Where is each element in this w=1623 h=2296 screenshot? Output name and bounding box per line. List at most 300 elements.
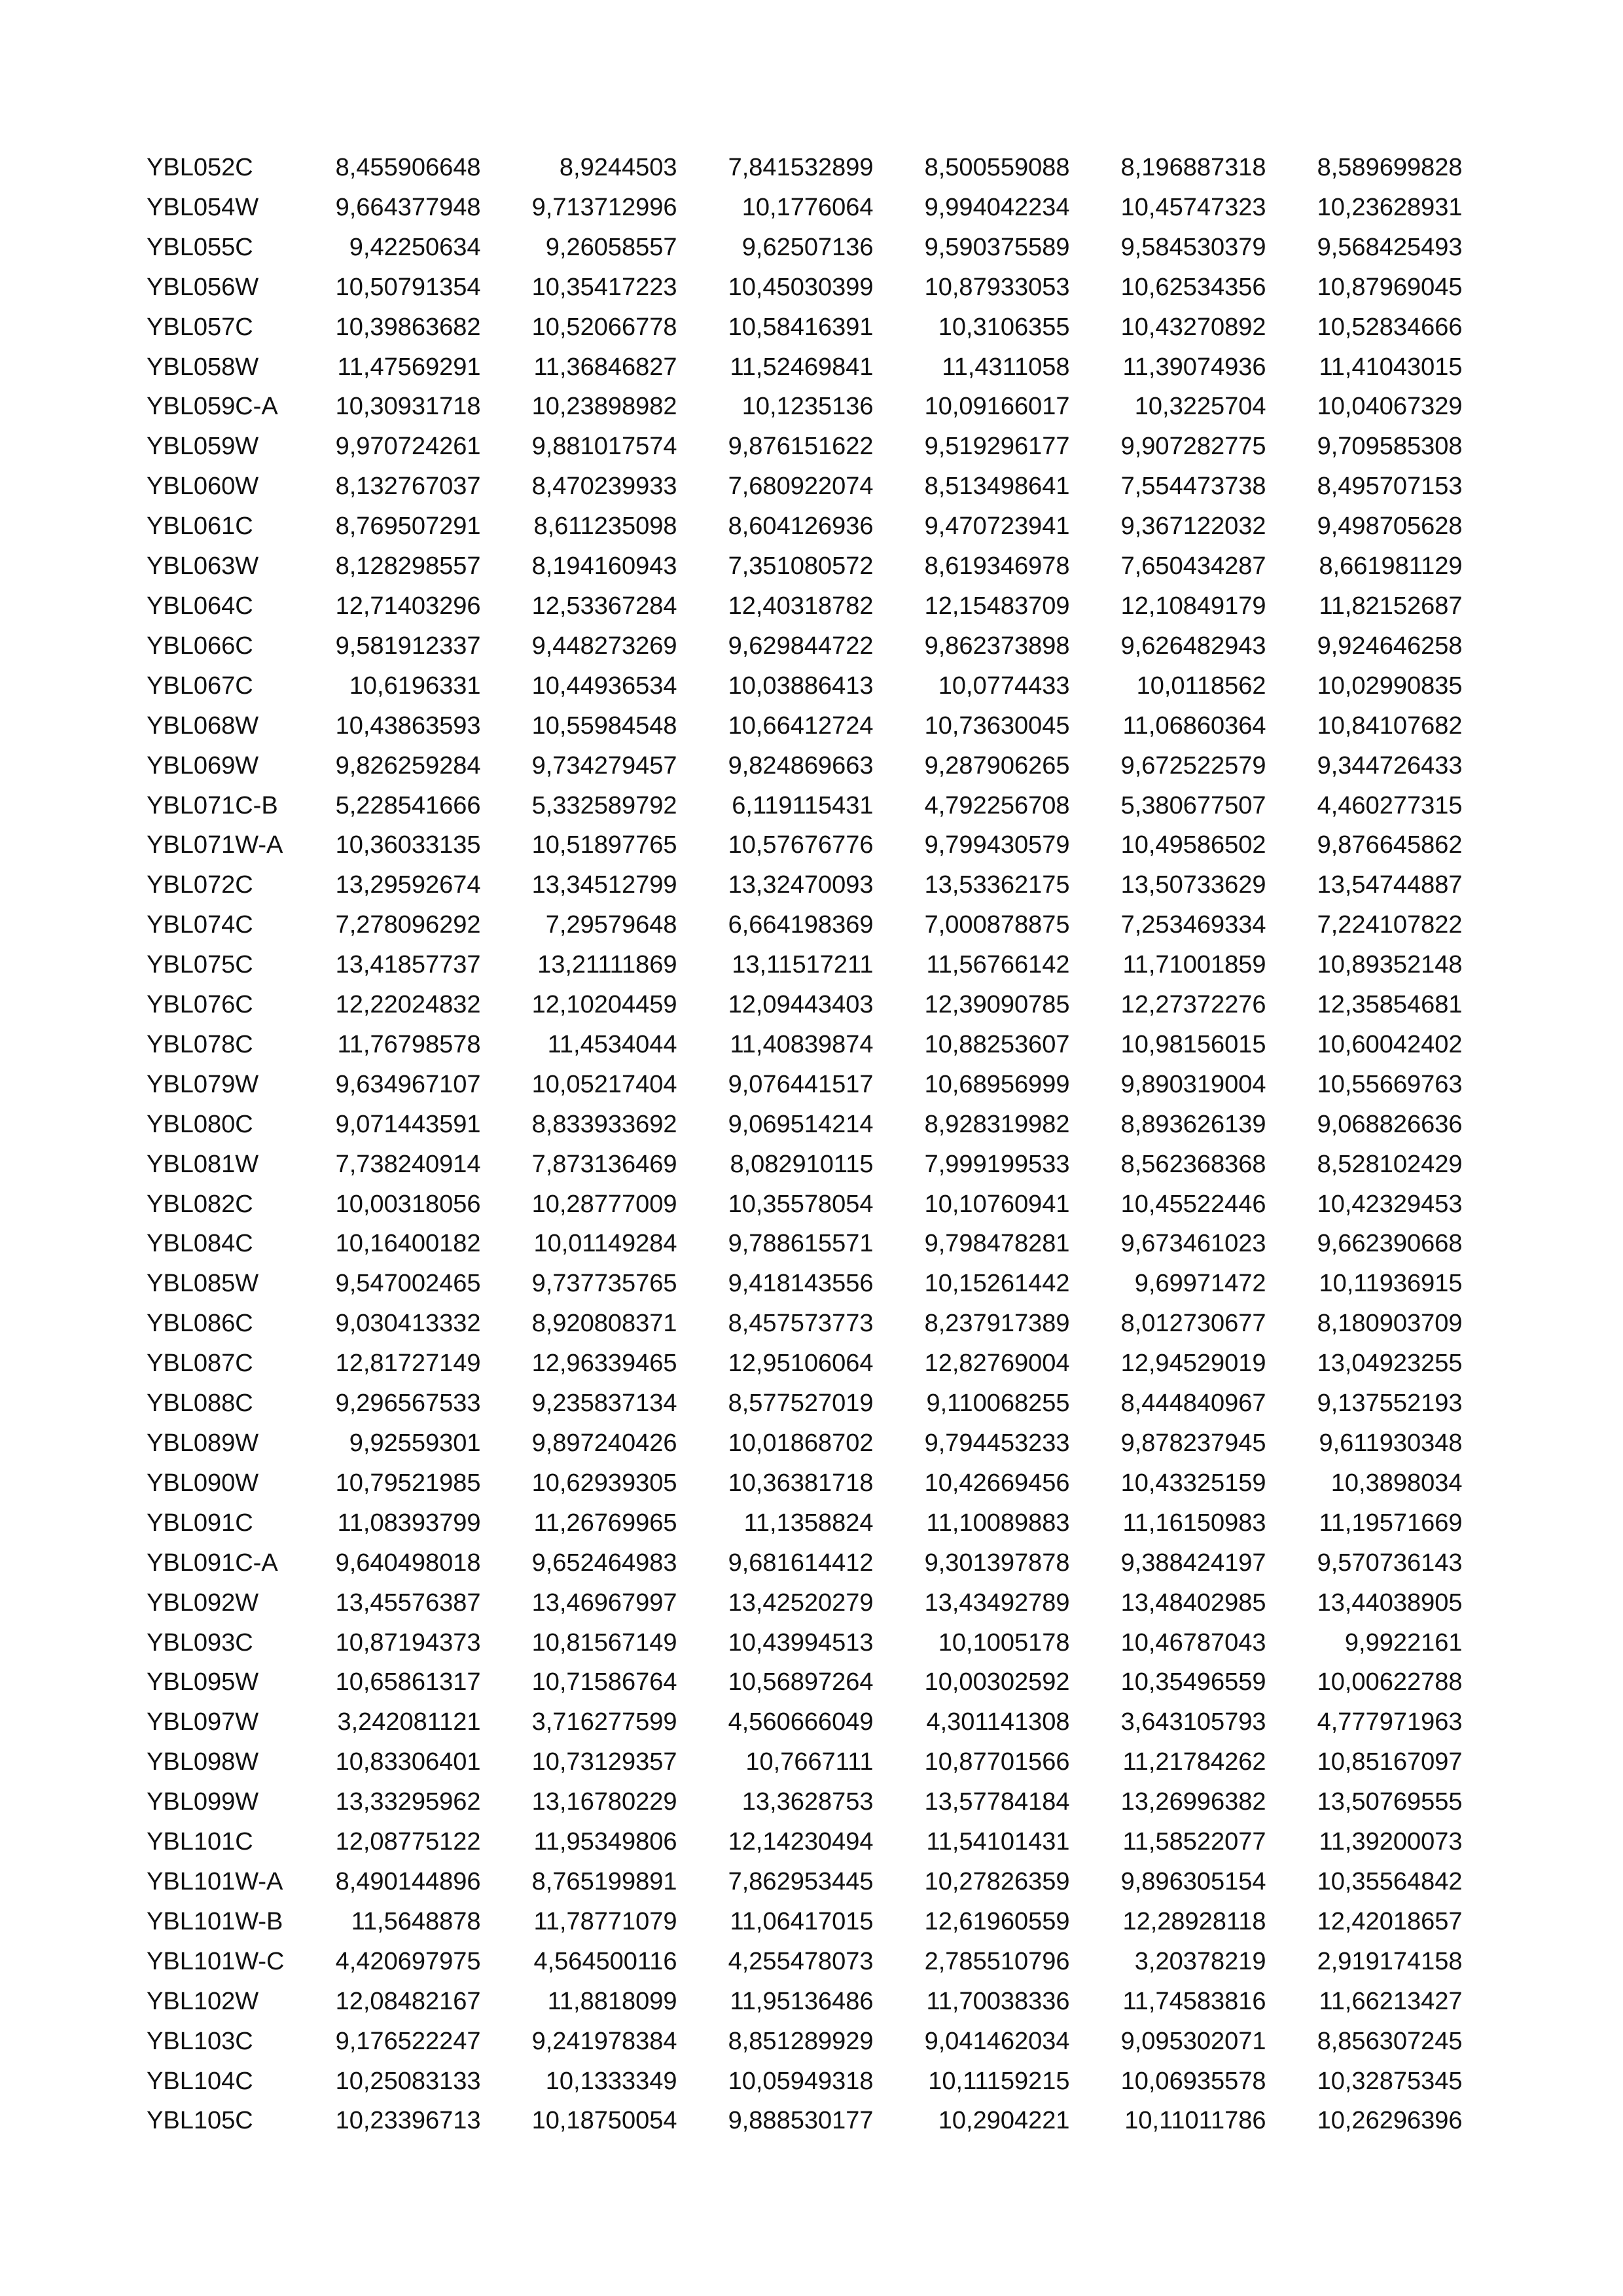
value-cell: 10,50791354 <box>335 273 481 301</box>
value-cell: 11,41043015 <box>1319 353 1463 381</box>
value-cell: 13,42520279 <box>728 1588 874 1617</box>
value-cell: 10,16400182 <box>335 1230 481 1258</box>
value-cell: 11,06417015 <box>730 1907 874 1935</box>
value-cell: 10,23628931 <box>1317 193 1463 221</box>
value-cell: 11,76798578 <box>337 1030 481 1058</box>
table-row <box>147 666 1463 706</box>
table-row <box>147 1503 1463 1543</box>
value-cell: 13,34512799 <box>531 871 677 899</box>
value-cell: 10,71586764 <box>531 1668 677 1696</box>
table-row <box>147 786 1463 826</box>
value-cell: 4,777971963 <box>1317 1708 1463 1736</box>
value-cell: 10,10760941 <box>924 1190 1070 1218</box>
value-cell: 13,32470093 <box>728 871 874 899</box>
value-cell: 9,137552193 <box>1317 1390 1463 1418</box>
value-cell: 10,65861317 <box>335 1668 481 1696</box>
table-row <box>147 1384 1463 1424</box>
table-row <box>147 706 1463 746</box>
value-cell: 9,897240426 <box>531 1429 677 1457</box>
value-cell: 9,876645862 <box>1317 831 1463 859</box>
value-cell: 11,39200073 <box>1319 1828 1463 1856</box>
value-cell: 9,862373898 <box>924 632 1070 660</box>
value-cell: 7,253469334 <box>1120 911 1266 939</box>
table-row <box>147 1264 1463 1304</box>
table-row <box>147 905 1463 945</box>
value-cell: 9,581912337 <box>335 632 481 660</box>
gene-id-cell: YBL098W <box>147 1748 259 1776</box>
value-cell: 9,287906265 <box>924 751 1070 780</box>
value-cell: 10,52834666 <box>1317 313 1463 341</box>
value-cell: 9,662390668 <box>1317 1230 1463 1258</box>
value-cell: 8,490144896 <box>335 1867 481 1895</box>
table-row <box>147 348 1463 387</box>
value-cell: 2,919174158 <box>1317 1947 1463 1975</box>
value-cell: 9,296567533 <box>335 1390 481 1418</box>
value-cell: 12,35854681 <box>1317 991 1463 1019</box>
gene-id-cell: YBL068W <box>147 711 259 740</box>
gene-id-cell: YBL064C <box>147 592 253 620</box>
value-cell: 8,500559088 <box>924 154 1070 181</box>
value-cell: 10,42329453 <box>1317 1190 1463 1218</box>
value-cell: 6,664198369 <box>728 911 874 939</box>
value-cell: 9,176522247 <box>335 2027 481 2055</box>
table-row <box>147 626 1463 666</box>
value-cell: 9,876151622 <box>728 433 874 461</box>
value-cell: 8,457573773 <box>728 1310 874 1338</box>
value-cell: 8,856307245 <box>1317 2027 1463 2055</box>
table-row <box>147 507 1463 547</box>
table-row <box>147 1065 1463 1105</box>
gene-id-cell: YBL101W-B <box>147 1907 283 1935</box>
gene-id-cell: YBL101W-A <box>147 1867 283 1895</box>
gene-id-cell: YBL071W-A <box>147 831 283 859</box>
value-cell: 9,235837134 <box>531 1390 677 1418</box>
value-cell: 9,713712996 <box>531 193 677 221</box>
value-cell: 13,43492789 <box>924 1588 1070 1617</box>
value-cell: 10,55669763 <box>1317 1070 1463 1098</box>
gene-id-cell: YBL076C <box>147 991 253 1019</box>
value-cell: 12,53367284 <box>531 592 677 620</box>
value-cell: 10,00622788 <box>1317 1668 1463 1696</box>
value-cell: 10,81567149 <box>531 1628 677 1657</box>
gene-id-cell: YBL074C <box>147 911 253 939</box>
value-cell: 9,367122032 <box>1120 512 1266 541</box>
value-cell: 9,448273269 <box>531 632 677 660</box>
table-row <box>147 1742 1463 1782</box>
value-cell: 10,85167097 <box>1317 1748 1463 1776</box>
table-row <box>147 268 1463 308</box>
value-cell: 8,920808371 <box>531 1310 677 1338</box>
gene-id-cell: YBL058W <box>147 353 259 381</box>
table-row <box>147 1185 1463 1225</box>
value-cell: 10,28777009 <box>531 1190 677 1218</box>
value-cell: 10,04067329 <box>1317 393 1463 421</box>
value-cell: 13,48402985 <box>1120 1588 1266 1617</box>
value-cell: 9,584530379 <box>1120 233 1266 261</box>
value-cell: 10,88253607 <box>924 1030 1070 1058</box>
table-body <box>147 148 1463 2141</box>
gene-id-cell: YBL103C <box>147 2027 253 2055</box>
value-cell: 9,590375589 <box>924 233 1070 261</box>
value-cell: 11,26769965 <box>533 1509 677 1537</box>
value-cell: 9,611930348 <box>1319 1429 1463 1457</box>
value-cell: 9,794453233 <box>924 1429 1070 1457</box>
value-cell: 11,40839874 <box>730 1030 874 1058</box>
table-row <box>147 467 1463 507</box>
value-cell: 10,3898034 <box>1330 1469 1463 1497</box>
value-cell: 11,4311058 <box>942 353 1070 381</box>
value-cell: 11,16150983 <box>1122 1509 1266 1537</box>
value-cell: 12,10849179 <box>1120 592 1266 620</box>
gene-id-cell: YBL088C <box>147 1390 253 1418</box>
value-cell: 13,50769555 <box>1317 1788 1463 1816</box>
gene-id-cell: YBL101C <box>147 1828 253 1856</box>
table-row <box>147 1902 1463 1942</box>
value-cell: 10,32875345 <box>1317 2067 1463 2095</box>
gene-id-cell: YBL080C <box>147 1110 253 1138</box>
value-cell: 10,68956999 <box>924 1070 1070 1098</box>
value-cell: 10,45747323 <box>1120 193 1266 221</box>
value-cell: 9,788615571 <box>728 1230 874 1258</box>
value-cell: 10,26296396 <box>1317 2107 1463 2135</box>
value-cell: 10,06935578 <box>1120 2067 1266 2095</box>
value-cell: 10,62534356 <box>1120 273 1266 301</box>
gene-id-cell: YBL102W <box>147 1987 259 2015</box>
value-cell: 10,1333349 <box>545 2067 677 2095</box>
table-row <box>147 2022 1463 2062</box>
value-cell: 9,076441517 <box>728 1070 874 1098</box>
value-cell: 9,241978384 <box>531 2027 677 2055</box>
value-cell: 9,568425493 <box>1317 233 1463 261</box>
gene-id-cell: YBL067C <box>147 672 253 700</box>
value-cell: 8,513498641 <box>924 473 1070 501</box>
value-cell: 13,11517211 <box>732 951 874 979</box>
value-cell: 4,255478073 <box>728 1947 874 1975</box>
value-cell: 11,74583816 <box>1122 1987 1266 2015</box>
value-cell: 9,547002465 <box>335 1270 481 1298</box>
value-cell: 9,068826636 <box>1317 1110 1463 1138</box>
value-cell: 10,98156015 <box>1120 1030 1266 1058</box>
gene-id-cell: YBL087C <box>147 1350 253 1378</box>
value-cell: 11,71001859 <box>1122 951 1266 979</box>
value-cell: 12,39090785 <box>924 991 1070 1019</box>
value-cell: 10,27826359 <box>924 1867 1070 1895</box>
value-cell: 8,604126936 <box>728 512 874 541</box>
value-cell: 10,44936534 <box>531 672 677 700</box>
value-cell: 9,388424197 <box>1120 1549 1266 1577</box>
value-cell: 9,110068255 <box>926 1390 1070 1418</box>
value-cell: 9,418143556 <box>728 1270 874 1298</box>
value-cell: 9,26058557 <box>545 233 677 261</box>
value-cell: 5,380677507 <box>1120 791 1266 819</box>
value-cell: 10,3225704 <box>1134 393 1266 421</box>
value-cell: 9,673461023 <box>1120 1230 1266 1258</box>
gene-id-cell: YBL059W <box>147 433 259 461</box>
value-cell: 10,1235136 <box>741 393 874 421</box>
value-cell: 9,629844722 <box>728 632 874 660</box>
value-cell: 9,570736143 <box>1317 1549 1463 1577</box>
value-cell: 10,2904221 <box>938 2107 1070 2135</box>
value-cell: 10,55984548 <box>531 711 677 740</box>
gene-id-cell: YBL055C <box>147 233 253 261</box>
value-cell: 9,62507136 <box>741 233 874 261</box>
value-cell: 12,14230494 <box>728 1828 874 1856</box>
value-cell: 10,05217404 <box>531 1070 677 1098</box>
value-cell: 10,00302592 <box>924 1668 1070 1696</box>
value-cell: 9,824869663 <box>728 751 874 780</box>
value-cell: 12,94529019 <box>1120 1350 1266 1378</box>
value-cell: 10,49586502 <box>1120 831 1266 859</box>
value-cell: 10,46787043 <box>1120 1628 1266 1657</box>
table-row <box>147 228 1463 268</box>
value-cell: 11,95349806 <box>533 1828 677 1856</box>
value-cell: 12,71403296 <box>335 592 481 620</box>
value-cell: 7,29579648 <box>545 911 677 939</box>
value-cell: 7,351080572 <box>728 552 874 581</box>
gene-id-cell: YBL085W <box>147 1270 259 1298</box>
value-cell: 13,16780229 <box>531 1788 677 1816</box>
table-row <box>147 1145 1463 1185</box>
value-cell: 10,05949318 <box>728 2067 874 2095</box>
value-cell: 10,43863593 <box>335 711 481 740</box>
value-cell: 9,095302071 <box>1120 2027 1266 2055</box>
value-cell: 7,738240914 <box>335 1150 481 1178</box>
table-row <box>147 188 1463 228</box>
gene-id-cell: YBL097W <box>147 1708 259 1736</box>
value-cell: 13,50733629 <box>1120 871 1266 899</box>
table-row <box>147 1862 1463 1902</box>
value-cell: 11,52469841 <box>730 353 874 381</box>
value-cell: 11,66213427 <box>1319 1987 1463 2015</box>
value-cell: 8,196887318 <box>1120 154 1266 181</box>
gene-id-cell: YBL105C <box>147 2107 253 2135</box>
value-cell: 2,785510796 <box>924 1947 1070 1975</box>
value-cell: 10,35496559 <box>1120 1668 1266 1696</box>
table-row <box>147 746 1463 786</box>
value-cell: 11,47569291 <box>337 353 481 381</box>
value-cell: 10,11936915 <box>1319 1270 1463 1298</box>
value-cell: 10,03886413 <box>728 672 874 700</box>
gene-id-cell: YBL101W-C <box>147 1947 285 1975</box>
value-cell: 8,661981129 <box>1319 552 1463 581</box>
value-cell: 11,78771079 <box>533 1907 677 1935</box>
value-cell: 10,62939305 <box>531 1469 677 1497</box>
value-cell: 10,66412724 <box>728 711 874 740</box>
gene-id-cell: YBL081W <box>147 1150 259 1178</box>
value-cell: 9,664377948 <box>335 193 481 221</box>
value-cell: 7,000878875 <box>924 911 1070 939</box>
value-cell: 4,301141308 <box>926 1708 1070 1736</box>
value-cell: 8,194160943 <box>531 552 677 581</box>
value-cell: 10,60042402 <box>1317 1030 1463 1058</box>
table-row <box>147 1224 1463 1264</box>
value-cell: 9,672522579 <box>1120 751 1266 780</box>
table-row <box>147 1583 1463 1623</box>
expression-data-table <box>147 148 1463 2141</box>
value-cell: 8,769507291 <box>335 512 481 541</box>
value-cell: 10,00318056 <box>335 1190 481 1218</box>
gene-id-cell: YBL086C <box>147 1310 253 1338</box>
value-cell: 11,58522077 <box>1122 1828 1266 1856</box>
value-cell: 5,228541666 <box>335 791 481 819</box>
value-cell: 10,0118562 <box>1136 672 1266 700</box>
table-row <box>147 1702 1463 1742</box>
value-cell: 5,332589792 <box>531 791 677 819</box>
value-cell: 9,907282775 <box>1120 433 1266 461</box>
table-row <box>147 1942 1463 1982</box>
value-cell: 10,83306401 <box>335 1748 481 1776</box>
value-cell: 9,737735765 <box>531 1270 677 1298</box>
value-cell: 9,799430579 <box>924 831 1070 859</box>
gene-id-cell: YBL075C <box>147 951 253 979</box>
value-cell: 9,519296177 <box>924 433 1070 461</box>
value-cell: 10,09166017 <box>924 393 1070 421</box>
gene-id-cell: YBL057C <box>147 313 253 341</box>
gene-id-cell: YBL066C <box>147 632 253 660</box>
value-cell: 10,36033135 <box>335 831 481 859</box>
value-cell: 3,20378219 <box>1134 1947 1266 1975</box>
value-cell: 12,28928118 <box>1122 1907 1266 1935</box>
value-cell: 10,35578054 <box>728 1190 874 1218</box>
value-cell: 9,888530177 <box>728 2107 874 2135</box>
gene-id-cell: YBL092W <box>147 1588 259 1617</box>
value-cell: 7,278096292 <box>335 911 481 939</box>
value-cell: 12,81727149 <box>335 1350 481 1378</box>
value-cell: 4,560666049 <box>728 1708 874 1736</box>
value-cell: 10,51897765 <box>531 831 677 859</box>
value-cell: 8,562368368 <box>1120 1150 1266 1178</box>
value-cell: 10,87969045 <box>1317 273 1463 301</box>
table-row <box>147 1025 1463 1065</box>
value-cell: 9,890319004 <box>1120 1070 1266 1098</box>
value-cell: 10,1776064 <box>741 193 874 221</box>
value-cell: 12,42018657 <box>1317 1907 1463 1935</box>
value-cell: 7,650434287 <box>1120 552 1266 581</box>
value-cell: 9,924646258 <box>1317 632 1463 660</box>
gene-id-cell: YBL090W <box>147 1469 259 1497</box>
table-row <box>147 586 1463 626</box>
value-cell: 13,57784184 <box>924 1788 1070 1816</box>
gene-id-cell: YBL069W <box>147 751 259 780</box>
value-cell: 10,3106355 <box>938 313 1070 341</box>
value-cell: 9,881017574 <box>531 433 677 461</box>
value-cell: 12,96339465 <box>531 1350 677 1378</box>
value-cell: 9,798478281 <box>924 1230 1070 1258</box>
value-cell: 10,02990835 <box>1317 672 1463 700</box>
gene-id-cell: YBL099W <box>147 1788 259 1816</box>
gene-id-cell: YBL104C <box>147 2067 253 2095</box>
value-cell: 10,30931718 <box>335 393 481 421</box>
value-cell: 11,54101431 <box>926 1828 1070 1856</box>
value-cell: 10,73630045 <box>924 711 1070 740</box>
value-cell: 4,420697975 <box>335 1947 481 1975</box>
value-cell: 11,5648878 <box>351 1907 481 1935</box>
table-row <box>147 1424 1463 1463</box>
value-cell: 8,928319982 <box>924 1110 1070 1138</box>
value-cell: 11,95136486 <box>730 1987 874 2015</box>
gene-id-cell: YBL056W <box>147 273 259 301</box>
gene-id-cell: YBL071C-B <box>147 791 278 819</box>
gene-id-cell: YBL091C <box>147 1509 253 1537</box>
gene-id-cell: YBL072C <box>147 871 253 899</box>
value-cell: 9,826259284 <box>335 751 481 780</box>
value-cell: 10,6196331 <box>349 672 481 700</box>
value-cell: 12,82769004 <box>924 1350 1070 1378</box>
value-cell: 10,43270892 <box>1120 313 1266 341</box>
value-cell: 13,04923255 <box>1317 1350 1463 1378</box>
value-cell: 8,495707153 <box>1317 473 1463 501</box>
value-cell: 8,237917389 <box>924 1310 1070 1338</box>
value-cell: 9,470723941 <box>924 512 1070 541</box>
value-cell: 4,460277315 <box>1317 791 1463 819</box>
value-cell: 12,40318782 <box>728 592 874 620</box>
value-cell: 8,833933692 <box>531 1110 677 1138</box>
value-cell: 7,554473738 <box>1120 473 1266 501</box>
value-cell: 9,626482943 <box>1120 632 1266 660</box>
table-row <box>147 308 1463 348</box>
value-cell: 10,18750054 <box>531 2107 677 2135</box>
value-cell: 8,470239933 <box>531 473 677 501</box>
value-cell: 8,9244503 <box>559 154 677 181</box>
value-cell: 11,36846827 <box>533 353 677 381</box>
value-cell: 10,52066778 <box>531 313 677 341</box>
value-cell: 10,01149284 <box>533 1230 677 1258</box>
gene-id-cell: YBL059C-A <box>147 393 278 421</box>
value-cell: 9,041462034 <box>924 2027 1070 2055</box>
value-cell: 10,7667111 <box>745 1748 874 1776</box>
value-cell: 8,528102429 <box>1317 1150 1463 1178</box>
value-cell: 9,42250634 <box>349 233 481 261</box>
value-cell: 10,87194373 <box>335 1628 481 1657</box>
table-row <box>147 1662 1463 1702</box>
table-row <box>147 1105 1463 1145</box>
gene-id-cell: YBL089W <box>147 1429 259 1457</box>
value-cell: 10,35564842 <box>1317 1867 1463 1895</box>
table-row <box>147 1463 1463 1503</box>
table-row <box>147 547 1463 586</box>
gene-id-cell: YBL079W <box>147 1070 259 1098</box>
value-cell: 12,10204459 <box>531 991 677 1019</box>
value-cell: 13,46967997 <box>531 1588 677 1617</box>
value-cell: 8,455906648 <box>335 154 481 181</box>
value-cell: 13,54744887 <box>1317 871 1463 899</box>
value-cell: 10,43325159 <box>1120 1469 1266 1497</box>
value-cell: 10,35417223 <box>531 273 677 301</box>
value-cell: 10,87701566 <box>924 1748 1070 1776</box>
value-cell: 10,45522446 <box>1120 1190 1266 1218</box>
value-cell: 11,8818099 <box>547 1987 677 2015</box>
value-cell: 11,4534044 <box>547 1030 677 1058</box>
value-cell: 11,1358824 <box>743 1509 874 1537</box>
value-cell: 13,29592674 <box>335 871 481 899</box>
gene-id-cell: YBL093C <box>147 1628 253 1657</box>
value-cell: 12,09443403 <box>728 991 874 1019</box>
table-row <box>147 2101 1463 2141</box>
gene-id-cell: YBL084C <box>147 1230 253 1258</box>
value-cell: 7,999199533 <box>924 1150 1070 1178</box>
table-row <box>147 1782 1463 1822</box>
value-cell: 9,030413332 <box>335 1310 481 1338</box>
value-cell: 10,0774433 <box>938 672 1070 700</box>
value-cell: 8,132767037 <box>335 473 481 501</box>
value-cell: 10,89352148 <box>1317 951 1463 979</box>
value-cell: 13,44038905 <box>1317 1588 1463 1617</box>
value-cell: 13,53362175 <box>924 871 1070 899</box>
table-row <box>147 1344 1463 1384</box>
value-cell: 8,893626139 <box>1120 1110 1266 1138</box>
value-cell: 11,82152687 <box>1319 592 1463 620</box>
value-cell: 9,709585308 <box>1317 433 1463 461</box>
